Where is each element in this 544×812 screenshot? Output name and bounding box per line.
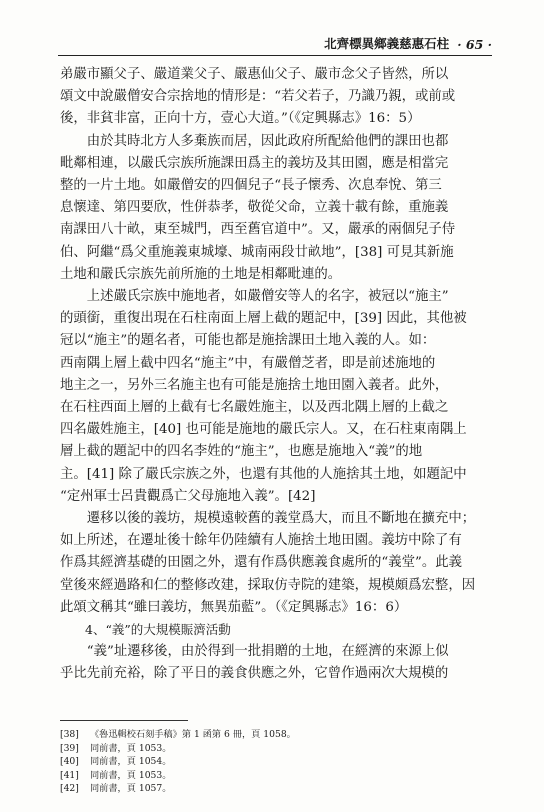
section-heading: 4、“義”的大規模賑濟活動 bbox=[85, 622, 231, 638]
footnote-divider bbox=[60, 720, 188, 721]
text-line: 地主之一，另外三名施主也有可能是施捨土地田園入義者。此外， bbox=[60, 377, 449, 393]
text-line: 乎比先前充裕，除了平日的義食供應之外，它曾作過兩次大規模的 bbox=[60, 666, 449, 682]
text-line: 冠以“施主”的題名者，可能也都是施捨課田土地入義的人。如： bbox=[60, 333, 436, 349]
text-line: 此頌文稱其“雖曰義坊，無異茄藍”。（《定興縣志》16：6） bbox=[60, 599, 408, 615]
text-line: 在石柱西面上層的上截有七名嚴姓施主，以及西北隅上層的上截之 bbox=[60, 400, 449, 416]
page-number: · 65 · bbox=[457, 37, 492, 52]
text-line: 頌文中說嚴僧安合宗捨地的情形是：“若父若子，乃識乃親，或前或 bbox=[60, 89, 456, 105]
header-title: 北齊標異鄉義慈惠石柱 bbox=[324, 36, 450, 51]
footnote bbox=[60, 782, 494, 796]
footnote-number: [41] bbox=[60, 769, 79, 781]
footnote bbox=[60, 755, 494, 769]
footnote-text: 同前書，頁 1054。 bbox=[90, 756, 172, 767]
paragraph bbox=[60, 286, 494, 508]
footnote-text: 同前書，頁 1057。 bbox=[90, 783, 172, 794]
text-line: 的頭銜，重復出現在石柱南面上層上截的題記中，[39] 因此，其他被 bbox=[60, 311, 467, 327]
text-line: 堂後來經過路和仁的整修改建，採取仿寺院的建築，規模頗爲宏整，因 bbox=[60, 577, 476, 593]
paragraph bbox=[60, 641, 494, 685]
text-line: “定州軍士呂貴觀爲亡父母施地入義”。[42] bbox=[60, 488, 316, 504]
footnote bbox=[60, 742, 494, 756]
footnote-text: 《魯迅輯校石刻手稿》第 1 函第 6 冊，頁 1058。 bbox=[90, 729, 296, 740]
text-line: 整的一片土地。如嚴僧安的四個兒子“長子懷秀、次息奉悅、第三 bbox=[60, 178, 442, 194]
text-line: 伯、阿繼“爲父重施義東城壕、城南兩段廿畝地”，[38] 可見其新施 bbox=[60, 244, 454, 260]
text-line: 主。[41] 除了嚴氏宗族之外，也還有其他的人施捨其土地，如題記中 bbox=[60, 466, 467, 482]
running-header bbox=[58, 30, 492, 56]
text-line: 西南隅上層上截中四名“施主”中，有嚴僧芝者，即是前述施地的 bbox=[60, 355, 436, 371]
text-line: 毗鄰相連，以嚴氏宗族所施課田爲主的義坊及其田園，應是相當完 bbox=[60, 155, 449, 171]
text-line: 作爲其經濟基礎的田園之外，還有作爲供應義食處所的“義堂”。此義 bbox=[60, 555, 463, 571]
main-text bbox=[60, 64, 494, 686]
paragraph bbox=[60, 131, 494, 286]
paragraph bbox=[60, 508, 494, 619]
text-line: 弟嚴市顯父子、嚴道業父子、嚴惠仙父子、嚴市念父子皆然，所以 bbox=[60, 67, 449, 82]
footnote-number: [38] bbox=[60, 729, 79, 740]
text-line: 四名嚴姓施主，[40] 也可能是施地的嚴氏宗人。又，在石柱東南隅上 bbox=[60, 422, 467, 438]
text-line: 息懷達、第四要欣，性併恭孝，敬從父命，立義十載有餘，重施義 bbox=[60, 200, 449, 216]
footnote-text: 同前書，頁 1053。 bbox=[90, 742, 172, 754]
text-line: 土地和嚴氏宗族先前所施的土地是相鄰毗連的。 bbox=[60, 266, 342, 282]
paragraph bbox=[60, 64, 494, 131]
text-line: 由於其時北方人多棄族而居，因此政府所配給他們的課田也都 bbox=[86, 133, 449, 149]
text-line: 上述嚴氏宗族中施地者，如嚴僧安等人的名字，被冠以“施主” bbox=[86, 289, 449, 305]
text-line: 如上所述，在遷址後十餘年仍陸續有人施捨土地田園。義坊中除了有 bbox=[60, 533, 462, 549]
text-line: 層上截的題記中的四名李姓的“施主”，也應是施地入“義”的地 bbox=[60, 444, 423, 460]
footnote-text: 同前書，頁 1053。 bbox=[90, 769, 172, 781]
text-line: “義”址遷移後，由於得到一批捐贈的土地，在經濟的來源上似 bbox=[86, 644, 449, 660]
text-line: 遷移以後的義坊，規模遠較舊的義堂爲大，而且不斷地在擴充中； bbox=[86, 511, 476, 527]
footnotes bbox=[60, 728, 494, 796]
footnote-number: [39] bbox=[60, 742, 79, 754]
footnote bbox=[60, 769, 494, 783]
footnote bbox=[60, 728, 494, 742]
text-line: 南課田八十畝，東至城門，西至舊官道中”。又，嚴承的兩個兒子侍 bbox=[60, 222, 456, 238]
footnote-number: [40] bbox=[60, 756, 79, 767]
text-line: 後，非貧非富，正向十方，壹心大道。”（《定興縣志》16：5） bbox=[60, 111, 421, 127]
footnote-number: [42] bbox=[60, 783, 79, 794]
